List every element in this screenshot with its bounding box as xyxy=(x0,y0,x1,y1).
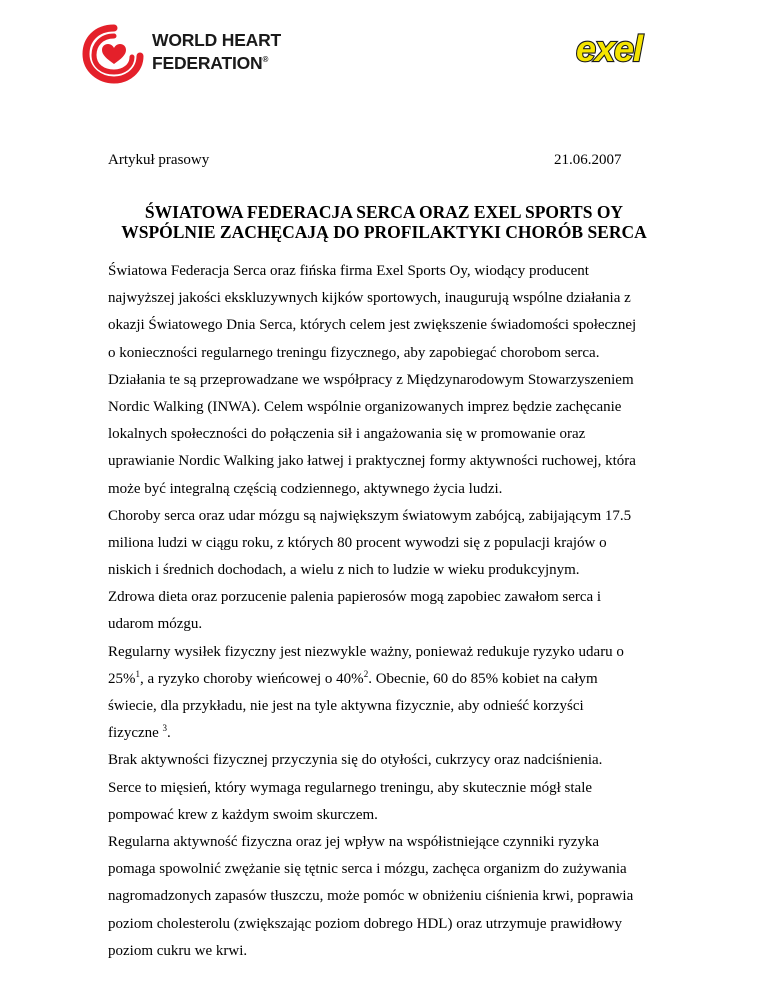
body-line: Regularny wysiłek fizyczny jest niezwykle ważny, ponieważ redukuje ryzyko udaru o xyxy=(108,643,624,660)
footnote-ref-3[interactable]: 3 xyxy=(162,723,168,734)
title-line-2: WSPÓLNIE ZACHĘCAJĄ DO PROFILAKTYKI CHORÓB SERCA xyxy=(121,222,647,242)
body-line: Serce to mięsień, który wymaga regularnego treningu, aby skutecznie mógł stale xyxy=(108,779,593,796)
text-segment: 25% xyxy=(108,670,136,687)
body-line: Zdrowa dieta oraz porzucenie palenia papierosów mogą zapobiec zawałom serca i xyxy=(108,589,602,606)
body-line: Nordic Walking (INWA). Celem wspólnie organizowanych imprez będzie zachęcanie xyxy=(108,398,622,415)
exel-logo-text: exel xyxy=(575,30,643,69)
article-body xyxy=(108,258,688,965)
body-line: Choroby serca oraz udar mózgu są największym światowym zabójcą, zabijającym 17.5 xyxy=(108,507,632,524)
body-line: miliona ludzi w ciągu roku, z których 80 procent wywodzi się z populacji krajów o xyxy=(108,534,607,551)
body-line: Regularna aktywność fizyczna oraz jej wpływ na współistniejące czynniki ryzyka xyxy=(108,833,600,850)
text-segment: fizyczne xyxy=(108,725,163,742)
page-title xyxy=(100,202,668,242)
document-type: Artykuł prasowy xyxy=(108,152,210,168)
registered-mark: ® xyxy=(262,55,269,64)
footnote-ref-1[interactable]: 1 xyxy=(135,668,140,679)
body-line: świecie, dla przykładu, nie jest na tyle aktywna fizycznie, aby odnieść korzyści xyxy=(108,698,584,714)
whf-logo-line2-wrap xyxy=(152,50,281,73)
world-heart-federation-logo xyxy=(82,22,312,84)
body-line: o konieczności regularnego treningu fizycznego, aby zapobiegać chorobom serca. xyxy=(108,344,600,361)
body-line: uprawianie Nordic Walking jako łatwej i praktycznej formy aktywności ruchowej, która xyxy=(108,453,636,470)
body-line: Światowa Federacja Serca oraz fińska firma Exel Sports Oy, wiodący producent xyxy=(108,263,589,279)
heart-swirl-icon xyxy=(82,22,146,84)
text-segment: . xyxy=(167,725,171,742)
title-line-1: ŚWIATOWA FEDERACJA SERCA ORAZ EXEL SPORTS OY xyxy=(144,202,624,222)
body-line: nagromadzonych zapasów tłuszczu, może pomóc w obniżeniu ciśnienia krwi, poprawia xyxy=(108,888,634,905)
body-line: Działania te są przeprowadzane we współpracy z Międzynarodowym Stowarzyszeniem xyxy=(108,371,634,388)
document-date: 21.06.2007 xyxy=(554,152,622,168)
text-segment: , a ryzyko choroby wieńcowej o 40% xyxy=(140,670,364,687)
exel-logo xyxy=(548,30,670,70)
body-line: Brak aktywności fizycznej przyczynia się do otyłości, cukrzycy oraz nadciśnienia. xyxy=(108,752,603,769)
body-line: okazji Światowego Dnia Serca, których celem jest zwiększenie świadomości społecznej xyxy=(108,317,637,334)
body-line: najwyższej jakości ekskluzywnych kijków sportowych, inaugurują wspólne działania z xyxy=(108,290,631,307)
whf-logo-line2: FEDERATION xyxy=(152,52,263,73)
footnote-ref-2[interactable]: 2 xyxy=(363,668,369,679)
body-line: niskich i średnich dochodach, a wielu z nich to ludzie w wieku produkcyjnym. xyxy=(108,562,580,579)
body-line: poziom cholesterolu (zwiększając poziom dobrego HDL) oraz utrzymuje prawidłowy xyxy=(108,915,622,932)
body-line-with-footnotes xyxy=(108,666,688,693)
body-line: może być integralną częścią codziennego, aktywnego życia ludzi. xyxy=(108,480,503,497)
body-line: pompować krew z każdym swoim skurczem. xyxy=(108,806,378,823)
body-line: poziom cukru we krwi. xyxy=(108,942,248,959)
body-line: pomaga spowolnić zwężanie się tętnic serca i mózgu, zachęca organizm do zużywania xyxy=(108,861,627,878)
body-line-with-footnote xyxy=(108,720,688,747)
body-line: lokalnych społeczności do połączenia sił i angażowania się w promowanie oraz xyxy=(108,426,586,443)
whf-logo-text xyxy=(152,31,281,73)
body-line: udarom mózgu. xyxy=(108,616,203,633)
whf-logo-line1: WORLD HEART xyxy=(152,30,282,50)
text-segment: . Obecnie, 60 do 85% kobiet na całym xyxy=(368,670,598,687)
